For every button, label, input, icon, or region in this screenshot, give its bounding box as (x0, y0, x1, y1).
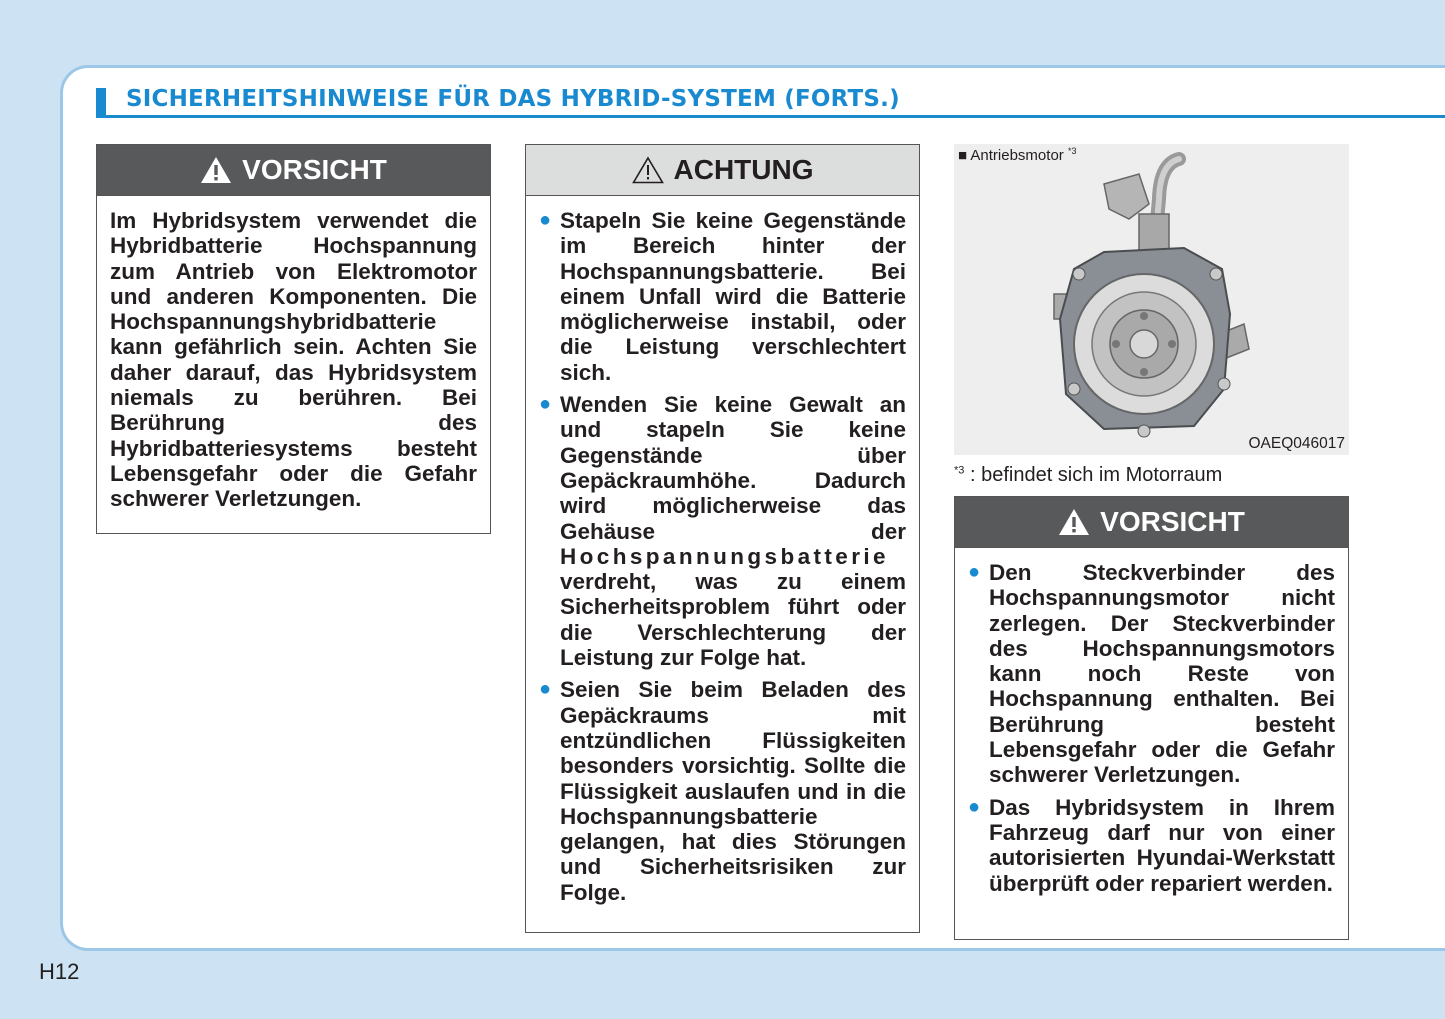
achtung-label: ACHTUNG (673, 154, 814, 185)
achtung-box (525, 144, 920, 933)
list-item: ● Den Steckverbinder des Hochspannungsmotor nicht zerlegen. Der Steckverbinder des Hochspannungsmotors kann noch Reste von Hochspannung enthalten. Bei Berührung besteht Lebensgefahr oder die Gefahr schwerer Verletzungen. (968, 560, 1335, 788)
motor-figure (954, 144, 1349, 455)
list-item: ● Stapeln Sie keine Gegenstände im Bereich hinter der Hochspannungsbatterie. Bei einem Unfall wird die Batterie möglicherweise instabil, oder die Leistung verschlechtert sich. (539, 208, 906, 385)
warning-triangle-icon (1058, 508, 1090, 536)
motor-illustration (954, 144, 1349, 455)
figure-code: OAEQ046017 (1248, 435, 1345, 452)
vorsicht-box-left (96, 144, 491, 534)
page-number: H12 (39, 959, 80, 984)
vorsicht-header (955, 497, 1348, 548)
vorsicht-body (955, 548, 1348, 896)
section-title: SICHERHEITSHINWEISE FÜR DAS HYBRID-SYSTEM (FORTS.) (126, 86, 900, 112)
footnote: $^{*3}$ : befindet sich im Motorraum (954, 464, 1223, 486)
achtung-body (526, 196, 919, 905)
figure-caption: ■ Antriebsmotor $^{*3}$ (958, 146, 1077, 164)
list-item: ● Das Hybridsystem in Ihrem Fahrzeug darf nur von einer autorisierten Hyundai-Werkstatt überprüft oder repariert werden. (968, 794, 1335, 896)
list-item: ● Seien Sie beim Beladen des Gepäckraums mit entzündlichen Flüssigkeiten besonders vorsichtig. Sollte die Flüssigkeit auslaufen und in die Hochspannungsbatterie gelangen, hat dies Störungen und Sicherheitsrisiken zur Folge. (539, 677, 906, 905)
title-accent-bar (96, 88, 106, 115)
section-header (96, 86, 1445, 118)
achtung-header (526, 145, 919, 196)
vorsicht-label: VORSICHT (1100, 506, 1245, 537)
vorsicht-text: Im Hybridsystem verwendet die Hybridbatterie Hochspannung zum Antrieb von Elektromotor und anderen Komponenten. Die Hochspannungshybridbatterie kann gefährlich sein. Achten Sie daher darauf, das Hybridsystem niemals zu berühren. Bei Berührung des Hybridbatteriesystems besteht Lebensgefahr oder die Gefahr schwerer Verletzungen. (110, 208, 477, 512)
vorsicht-label: VORSICHT (242, 154, 387, 185)
list-item: ● Wenden Sie keine Gewalt an und stapeln Sie keine Gegenstände über Gepäckraumhöhe. Dadurch wird möglicherweise das Gehäuse der Hochspannungsbatterie verdreht, was zu einem Sicherheitsproblem führt oder die Verschlechterung der Leistung zur Folge hat. (539, 392, 906, 671)
vorsicht-header (97, 145, 490, 196)
vorsicht-box-right (954, 496, 1349, 940)
warning-triangle-icon (200, 156, 232, 184)
vorsicht-body (97, 196, 490, 512)
caution-triangle-icon (632, 156, 664, 184)
